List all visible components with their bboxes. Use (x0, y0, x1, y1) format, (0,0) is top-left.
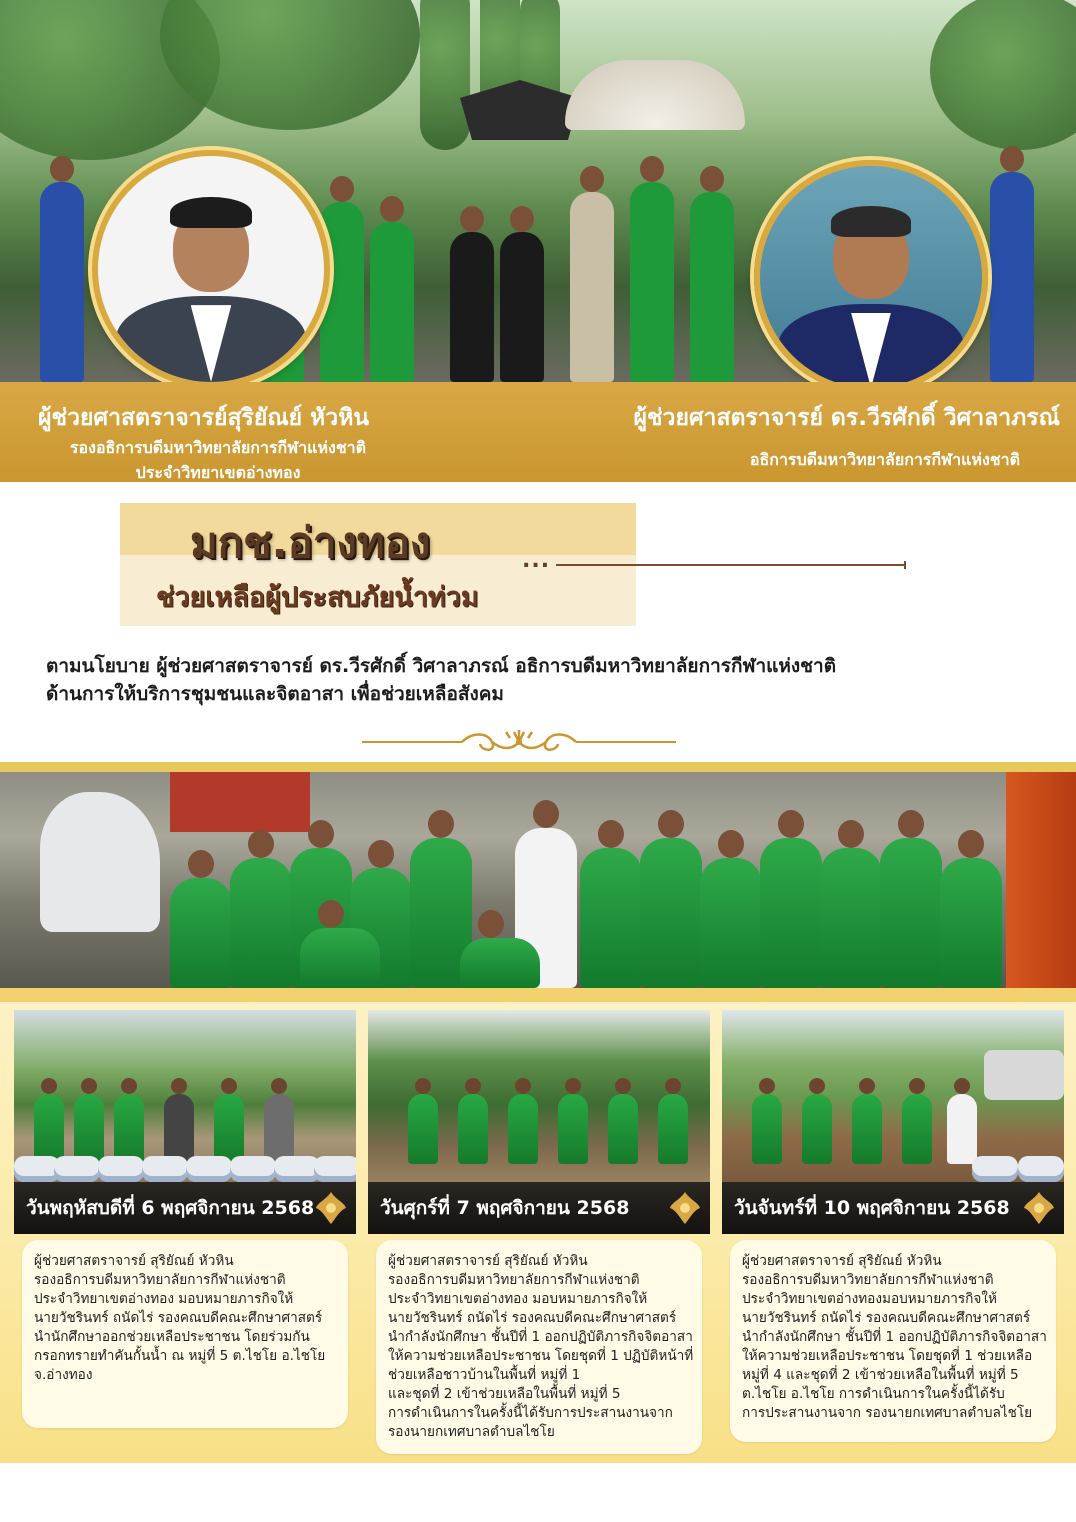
volunteer-group-photo (0, 772, 1076, 988)
left-person-campus: ประจำวิทยาเขตอ่างทอง (135, 463, 301, 482)
day-2-line: รองอธิการบดีมหาวิทยาลัยการกีฬาแห่งชาติ (388, 1272, 640, 1288)
day-2-line: ช่วยเหลือชาวบ้านในพื้นที่ หมู่ที่ 1 (388, 1367, 581, 1383)
day-2-description (376, 1240, 702, 1454)
day-1-line: ประจำวิทยาเขตอ่างทอง มอบหมายภารกิจให้ (34, 1291, 294, 1307)
day-2-line: รองนายกเทศบาลตำบลไชโย (388, 1424, 555, 1440)
gold-flower-icon (1022, 1190, 1056, 1226)
day-3-date-bar (722, 1182, 1064, 1234)
title-divider-line (556, 564, 904, 566)
day-2-line: ผู้ช่วยศาสตราจารย์ สุริยัณย์ หัวหิน (388, 1253, 588, 1269)
gold-ornament-divider (362, 728, 676, 756)
right-person-position: อธิการบดีมหาวิทยาลัยการกีฬาแห่งชาติ (749, 450, 1020, 469)
day-1-line: นายวัชรินทร์ ถนัดไร่ รองคณบดีคณะศึกษาศาสตร์ (34, 1310, 323, 1326)
page-title: มกช.อ่างทอง (190, 518, 431, 567)
day-3-description (730, 1240, 1056, 1442)
left-person-name: ผู้ช่วยศาสตราจารย์สุริยัณย์ หัวหิน (38, 405, 370, 431)
day-3-line: หมู่ที่ 4 และชุดที่ 2 เข้าช่วยเหลือในพื้นที่ หมู่ที่ 5 (742, 1367, 1019, 1383)
day-1-line: นำนักศึกษาออกช่วยเหลือประชาชน โดยร่วมกัน (34, 1329, 310, 1345)
day-2-line: การดำเนินการในครั้งนี้ได้รับการประสานงานจาก (388, 1405, 673, 1421)
left-person-caption (38, 400, 388, 486)
day-1-date: วันพฤหัสบดีที่ 6 พฤศจิกายน 2568 (26, 1197, 315, 1219)
header-group-photo (0, 0, 1076, 382)
gold-band-top (0, 762, 1076, 772)
day-1-line: จ.อ่างทอง (34, 1367, 93, 1383)
left-person-position: รองอธิการบดีมหาวิทยาลัยการกีฬาแห่งชาติ (69, 438, 367, 457)
intro-text (46, 652, 1046, 708)
day-2-line: นำกำลังนักศึกษา ชั้นปีที่ 1 ออกปฏิบัติภารกิจจิตอาสา (388, 1329, 693, 1345)
intro-line-2: ด้านการให้บริการชุมชนและจิตอาสา เพื่อช่วยเหลือสังคม (46, 683, 504, 705)
title-dots: ... (522, 548, 551, 573)
day-2-line: นายวัชรินทร์ ถนัดไร่ รองคณบดีคณะศึกษาศาสตร์ (388, 1310, 677, 1326)
day-3-photo (722, 1010, 1064, 1182)
page-footer-blank (0, 1463, 1076, 1522)
day-1-date-bar (14, 1182, 356, 1234)
portrait-vice-president (92, 150, 330, 382)
day-3-line: ให้ความช่วยเหลือประชาชน โดยชุดที่ 1 ช่วยเหลือ (742, 1348, 1033, 1364)
day-1-line: รองอธิการบดีมหาวิทยาลัยการกีฬาแห่งชาติ (34, 1272, 286, 1288)
day-2-photo (368, 1010, 710, 1182)
gold-flower-icon (314, 1190, 348, 1226)
day-2-date-bar (368, 1182, 710, 1234)
portrait-president (754, 160, 988, 382)
intro-line-1: ตามนโยบาย ผู้ช่วยศาสตราจารย์ ดร.วีรศักดิ์ วิศาลาภรณ์ อธิการบดีมหาวิทยาลัยการกีฬาแห่งชาติ (46, 655, 837, 677)
right-person-name: ผู้ช่วยศาสตราจารย์ ดร.วีรศักดิ์ วิศาลาภรณ์ (633, 405, 1060, 431)
day-1-line: กรอกทรายทำคันกั้นน้ำ ณ หมู่ที่ 5 ต.ไชโย อ.ไชโย (34, 1348, 326, 1364)
day-3-line: ประจำวิทยาเขตอ่างทองมอบหมายภารกิจให้ (742, 1291, 997, 1307)
day-3-line: นายวัชรินทร์ ถนัดไร่ รองคณบดีคณะศึกษาศาสตร์ (742, 1310, 1031, 1326)
day-3-line: การประสานงานจาก รองนายกเทศบาลตำบลไชโย (742, 1405, 1033, 1421)
day-2-line: ประจำวิทยาเขตอ่างทอง มอบหมายภารกิจให้ (388, 1291, 648, 1307)
day-1-description (22, 1240, 348, 1428)
day-3-date: วันจันทร์ที่ 10 พฤศจิกายน 2568 (734, 1197, 1010, 1219)
day-1-line: ผู้ช่วยศาสตราจารย์ สุริยัณย์ หัวหิน (34, 1253, 234, 1269)
day-3-line: รองอธิการบดีมหาวิทยาลัยการกีฬาแห่งชาติ (742, 1272, 994, 1288)
day-2-line: และชุดที่ 2 เข้าช่วยเหลือในพื้นที่ หมู่ที่ 5 (388, 1386, 621, 1402)
page-subtitle: ช่วยเหลือผู้ประสบภัยน้ำท่วม (156, 582, 479, 613)
right-person-caption (633, 400, 1060, 473)
day-3-line: นำกำลังนักศึกษา ชั้นปีที่ 1 ออกปฏิบัติภารกิจจิตอาสา (742, 1329, 1047, 1345)
name-bar (0, 382, 1076, 482)
day-3-line: ผู้ช่วยศาสตราจารย์ สุริยัณย์ หัวหิน (742, 1253, 942, 1269)
day-2-date: วันศุกร์ที่ 7 พฤศจิกายน 2568 (380, 1197, 630, 1219)
day-2-line: ให้ความช่วยเหลือประชาชน โดยชุดที่ 1 ปฏิบัติหน้าที่ (388, 1348, 694, 1364)
day-3-line: ต.ไชโย อ.ไชโย การดำเนินการในครั้งนี้ได้รับ (742, 1386, 1005, 1402)
gold-flower-icon (668, 1190, 702, 1226)
day-1-photo (14, 1010, 356, 1182)
